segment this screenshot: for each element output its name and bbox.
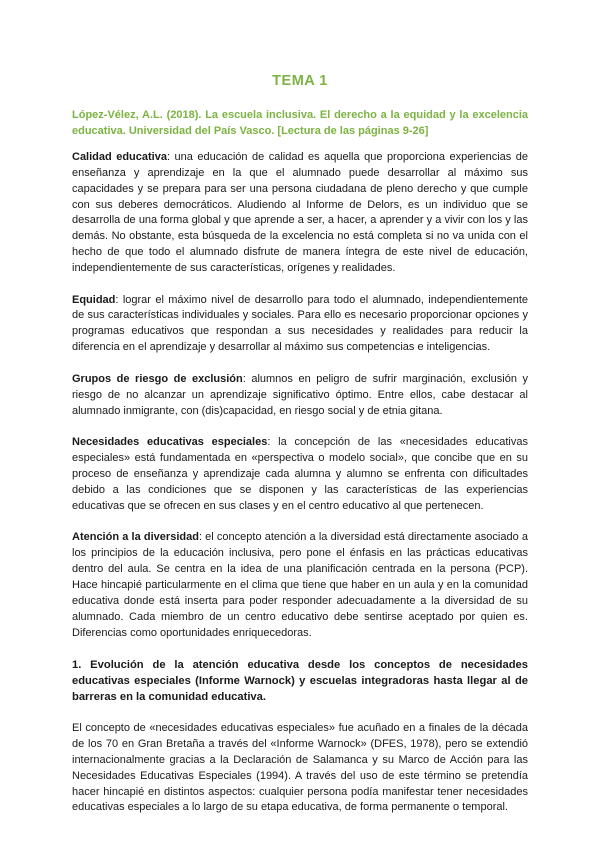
paragraph-calidad-educativa: [72, 150, 528, 277]
paragraph-text: : el concepto atención a la diversidad está directamente asociado a los principios de la educación inclusiva, pero pone el énfasis en las prácticas educativas dentro del aula. Se centra en la idea de una planificación centrada en la persona (PCP). Hace hincapié particularmente en el clima que tiene que haber en un aula y en la comunidad educativa donde está inserta para poder responder adecuadamente a la diversidad de su alumnado. Cada miembro de un centro educativo debe sentirse aceptado por quien es. Diferencias como oportunidades enriquecedoras.: [72, 531, 528, 639]
paragraph-text: : la concepción de las «necesidades educativas especiales» está fundamentada en «perspectiva o modelo social», que concibe que en su proceso de enseñanza y aprendizaje cada alumna y alumno se enfrenta con dificultades debido a las condiciones que se disponen y las características de las experiencias educativas que se ofrecen en sus clases y en el centro educativo al que pertenecen.: [72, 436, 528, 512]
document-body: [72, 150, 528, 832]
page-title: TEMA 1: [272, 73, 328, 89]
paragraph-text: : lograr el máximo nivel de desarrollo para todo el alumnado, independientemente de sus características individuales y sociales. Para ello es necesario proporcionar opciones y programas educativos que respondan a sus necesidades y realidades para reducir la diferencia en el aprendizaje y desarrollar al máximo sus competencias e inteligencias.: [72, 293, 528, 354]
term-label: Equidad: [72, 293, 116, 306]
reference-citation: López-Vélez, A.L. (2018). La escuela inclusiva. El derecho a la equidad y la excelencia educativa. Universidad del País Vasco. [Lectura de las páginas 9-26]: [72, 109, 528, 137]
term-label: Calidad educativa: [72, 151, 167, 163]
term-label: Grupos de riesgo de exclusión: [72, 372, 243, 385]
term-label: Atención a la diversidad: [72, 531, 199, 544]
section-heading: 1. Evolución de la atención educativa desde los conceptos de necesidades educativas especiales (Informe Warnock) y escuelas integradoras hasta llegar al de barreras en la comunidad educativa.: [72, 659, 528, 704]
paragraph-necesidades-educativas: [72, 435, 528, 514]
paragraph-text: : una educación de calidad es aquella que proporciona experiencias de enseñanza y aprendizaje en la que el alumnado puede desarrollar al máximo sus capacidades y se prepara para ser una persona ciudadana de pleno derecho y que cumple con sus deberes democráticos. Aludiendo al Informe de Delors, es un individuo que se desarrolla de una forma global y que aprende a ser, a hacer, a aprender y a vivir con los y las demás. No obstante, esta búsqueda de la excelencia no está completa si no va unida con el hecho de que todo el alumnado disfrute de manera íntegra de este nivel de educación, independientemente de sus características, orígenes y realidades.: [72, 151, 528, 274]
paragraph-text: : alumnos en peligro de sufrir marginación, exclusión y riesgo de no alcanzar un aprendizaje significativo óptimo. Entre ellos, cabe destacar al alumnado inmigrante, con (dis)capacidad, en riesgo social y de etnia gitana.: [72, 372, 529, 417]
term-label: Necesidades educativas especiales: [72, 436, 268, 449]
paragraph-atencion-diversidad: [72, 530, 528, 641]
section-paragraph: El concepto de «necesidades educativas especiales» fue acuñado en a finales de la década de los 70 en Gran Bretaña a través del «Informe Warnock» (DFES, 1978), pero se extendió internacionalmente gracias a la Declaración de Salamanca y su Marco de Acción para las Necesidades Educativas Especiales (1994). A través del uso de este término se pretendía hacer hincapié en distintos aspectos: cualquier persona podía manifestar tener necesidades educativas especiales a lo largo de su etapa educativa, de forma permanente o temporal.: [72, 722, 528, 814]
paragraph-equidad: [72, 293, 528, 356]
paragraph-grupos-riesgo: [72, 372, 528, 420]
